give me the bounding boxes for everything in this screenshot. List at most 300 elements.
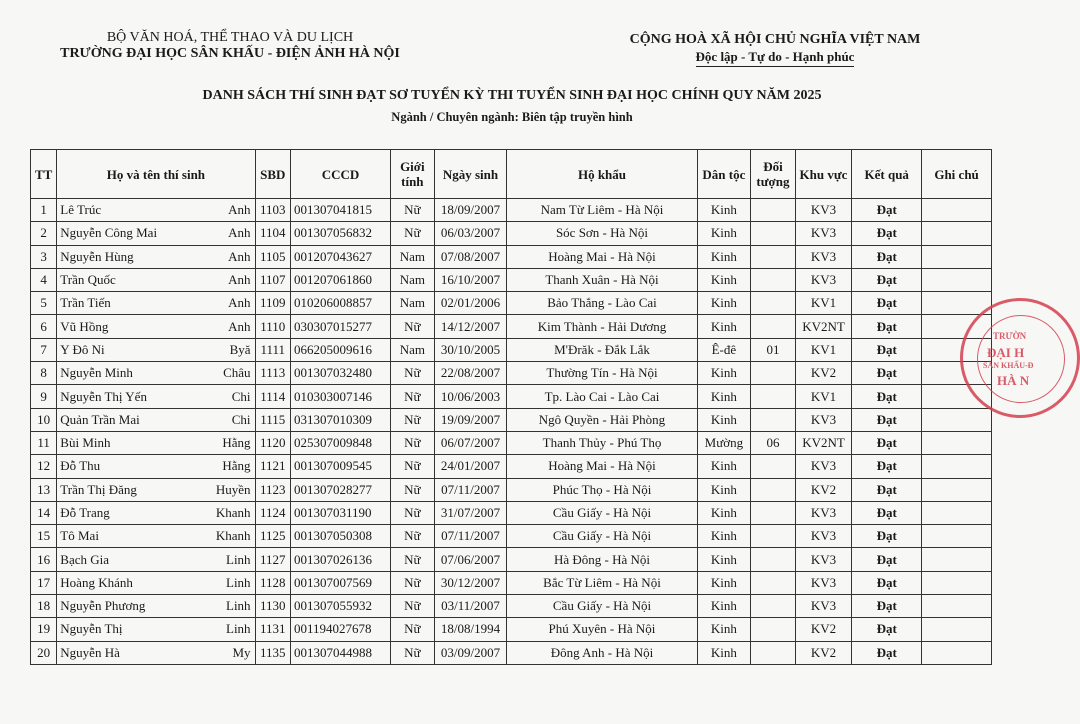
cell-gender: Nữ <box>391 455 434 478</box>
table-row <box>31 199 992 222</box>
cell-gender: Nữ <box>391 595 434 618</box>
cell-priority <box>751 385 796 408</box>
cell-gender: Nữ <box>391 548 434 571</box>
cell-cccd: 001194027678 <box>290 618 390 641</box>
cell-address: Thường Tín - Hà Nội <box>507 362 697 385</box>
first-name: Huyền <box>215 481 251 497</box>
last-name: Nguyễn Phương <box>60 598 146 614</box>
cell-dob: 19/09/2007 <box>434 408 507 431</box>
cell-name <box>57 595 255 618</box>
cell-ethnic: Kinh <box>697 455 751 478</box>
cell-sbd: 1115 <box>255 408 290 431</box>
cell-note <box>922 431 992 454</box>
cell-cccd: 001307032480 <box>290 362 390 385</box>
cell-gender: Nữ <box>391 641 434 664</box>
cell-cccd: 001207043627 <box>290 245 390 268</box>
cell-dob: 06/03/2007 <box>434 222 507 245</box>
cell-cccd: 001307028277 <box>290 478 390 501</box>
cell-cccd: 001307026136 <box>290 548 390 571</box>
cell-note <box>922 478 992 501</box>
cell-dob: 18/09/2007 <box>434 199 507 222</box>
last-name: Đỗ Thu <box>60 458 101 474</box>
cell-name <box>57 222 255 245</box>
cell-address: Nam Từ Liêm - Hà Nội <box>507 199 697 222</box>
cell-region: KV3 <box>795 408 852 431</box>
cell-gender: Nữ <box>391 385 434 408</box>
cell-gender: Nam <box>391 292 434 315</box>
cell-address: Tp. Lào Cai - Lào Cai <box>507 385 697 408</box>
cell-dob: 10/06/2003 <box>434 385 507 408</box>
cell-dob: 30/10/2005 <box>434 338 507 361</box>
first-name: Hằng <box>222 458 251 474</box>
cell-priority <box>751 548 796 571</box>
cell-result: Đạt <box>852 595 922 618</box>
cell-gender: Nữ <box>391 571 434 594</box>
cell-note <box>922 525 992 548</box>
cell-tt: 1 <box>31 199 57 222</box>
cell-name <box>57 408 255 431</box>
first-name: Anh <box>228 225 251 241</box>
last-name: Trần Thị Đăng <box>60 481 137 497</box>
cell-address: Cầu Giấy - Hà Nội <box>507 525 697 548</box>
cell-ethnic: Kinh <box>697 525 751 548</box>
table-row <box>31 385 992 408</box>
cell-gender: Nữ <box>391 222 434 245</box>
university-name: TRƯỜNG ĐẠI HỌC SÂN KHẤU - ĐIỆN ẢNH HÀ NỘI <box>60 46 400 61</box>
cell-sbd: 1128 <box>255 571 290 594</box>
cell-cccd: 025307009848 <box>290 431 390 454</box>
candidate-table <box>30 149 992 665</box>
first-name: Châu <box>223 365 251 381</box>
cell-ethnic: Ê-đê <box>697 338 751 361</box>
cell-result: Đạt <box>852 292 922 315</box>
first-name: Anh <box>228 248 251 264</box>
cell-tt: 12 <box>31 455 57 478</box>
cell-gender: Nữ <box>391 478 434 501</box>
cell-priority <box>751 455 796 478</box>
cell-result: Đạt <box>852 315 922 338</box>
cell-gender: Nữ <box>391 618 434 641</box>
cell-result: Đạt <box>852 199 922 222</box>
cell-address: Hà Đông - Hà Nội <box>507 548 697 571</box>
col-header-priority: Đối tượng <box>751 150 796 199</box>
table-row <box>31 455 992 478</box>
cell-note <box>922 548 992 571</box>
cell-address: Kim Thành - Hải Dương <box>507 315 697 338</box>
first-name: Chi <box>231 411 251 427</box>
cell-dob: 07/08/2007 <box>434 245 507 268</box>
cell-sbd: 1113 <box>255 362 290 385</box>
cell-tt: 11 <box>31 431 57 454</box>
cell-dob: 07/11/2007 <box>434 478 507 501</box>
cell-region: KV3 <box>795 222 852 245</box>
cell-priority <box>751 525 796 548</box>
cell-tt: 2 <box>31 222 57 245</box>
cell-ethnic: Kinh <box>697 595 751 618</box>
cell-result: Đạt <box>852 501 922 524</box>
cell-address: Sóc Sơn - Hà Nội <box>507 222 697 245</box>
cell-tt: 18 <box>31 595 57 618</box>
country-name: CỘNG HOÀ XÃ HỘI CHỦ NGHĨA VIỆT NAM <box>629 32 921 47</box>
table-row <box>31 618 992 641</box>
cell-dob: 22/08/2007 <box>434 362 507 385</box>
cell-name <box>57 362 255 385</box>
cell-priority <box>751 292 796 315</box>
cell-priority <box>751 362 796 385</box>
cell-result: Đạt <box>852 525 922 548</box>
cell-address: Phúc Thọ - Hà Nội <box>507 478 697 501</box>
cell-note <box>922 408 992 431</box>
cell-ethnic: Kinh <box>697 245 751 268</box>
cell-region: KV3 <box>795 571 852 594</box>
cell-cccd: 001307056832 <box>290 222 390 245</box>
seal-text-3: SÂN KHẤU-Đ <box>983 361 1034 370</box>
col-header-name: Họ và tên thí sinh <box>57 150 255 199</box>
cell-result: Đạt <box>852 431 922 454</box>
cell-tt: 10 <box>31 408 57 431</box>
cell-name <box>57 501 255 524</box>
table-body <box>31 199 992 665</box>
last-name: Nguyễn Thị <box>60 621 123 637</box>
col-header-cccd: CCCD <box>290 150 390 199</box>
cell-cccd: 001307044988 <box>290 641 390 664</box>
last-name: Vũ Hồng <box>60 318 109 334</box>
cell-region: KV2 <box>795 478 852 501</box>
cell-name <box>57 641 255 664</box>
col-header-result: Kết quả <box>852 150 922 199</box>
cell-note <box>922 571 992 594</box>
cell-gender: Nữ <box>391 362 434 385</box>
cell-gender: Nữ <box>391 315 434 338</box>
cell-cccd: 001307041815 <box>290 199 390 222</box>
cell-priority <box>751 222 796 245</box>
cell-address: Hoàng Mai - Hà Nội <box>507 245 697 268</box>
cell-ethnic: Kinh <box>697 478 751 501</box>
cell-result: Đạt <box>852 548 922 571</box>
cell-sbd: 1103 <box>255 199 290 222</box>
cell-cccd: 001307055932 <box>290 595 390 618</box>
cell-region: KV3 <box>795 525 852 548</box>
cell-name <box>57 338 255 361</box>
cell-address: Thanh Thủy - Phú Thọ <box>507 431 697 454</box>
cell-result: Đạt <box>852 618 922 641</box>
cell-sbd: 1131 <box>255 618 290 641</box>
cell-cccd: 001307031190 <box>290 501 390 524</box>
cell-region: KV1 <box>795 338 852 361</box>
cell-address: Hoàng Mai - Hà Nội <box>507 455 697 478</box>
cell-name <box>57 245 255 268</box>
cell-tt: 13 <box>31 478 57 501</box>
cell-cccd: 001307009545 <box>290 455 390 478</box>
cell-tt: 14 <box>31 501 57 524</box>
cell-ethnic: Kinh <box>697 268 751 291</box>
cell-tt: 17 <box>31 571 57 594</box>
table-row <box>31 595 992 618</box>
cell-note <box>922 222 992 245</box>
cell-ethnic: Kinh <box>697 222 751 245</box>
last-name: Y Đô Ni <box>60 341 105 357</box>
table-row <box>31 641 992 664</box>
first-name: Khanh <box>215 505 251 520</box>
cell-ethnic: Kinh <box>697 199 751 222</box>
cell-result: Đạt <box>852 571 922 594</box>
cell-ethnic: Kinh <box>697 292 751 315</box>
cell-note <box>922 245 992 268</box>
cell-region: KV3 <box>795 245 852 268</box>
cell-ethnic: Kinh <box>697 641 751 664</box>
ministry-name: BỘ VĂN HOÁ, THỂ THAO VÀ DU LỊCH <box>106 30 354 45</box>
cell-region: KV3 <box>795 268 852 291</box>
cell-cccd: 001307050308 <box>290 525 390 548</box>
cell-gender: Nữ <box>391 525 434 548</box>
cell-name <box>57 618 255 641</box>
cell-tt: 19 <box>31 618 57 641</box>
cell-result: Đạt <box>852 641 922 664</box>
last-name: Nguyễn Hùng <box>60 248 134 264</box>
cell-gender: Nữ <box>391 501 434 524</box>
ministry-header <box>40 30 420 62</box>
cell-cccd: 001307007569 <box>290 571 390 594</box>
col-header-address: Hộ khẩu <box>507 150 697 199</box>
last-name: Trần Quốc <box>60 272 116 288</box>
cell-result: Đạt <box>852 385 922 408</box>
cell-sbd: 1123 <box>255 478 290 501</box>
cell-tt: 8 <box>31 362 57 385</box>
cell-note <box>922 595 992 618</box>
seal-text-2: ĐẠI H <box>987 345 1025 360</box>
cell-region: KV3 <box>795 455 852 478</box>
cell-gender: Nam <box>391 245 434 268</box>
table-row <box>31 362 992 385</box>
cell-name <box>57 315 255 338</box>
cell-note <box>922 618 992 641</box>
cell-result: Đạt <box>852 268 922 291</box>
table-row <box>31 338 992 361</box>
cell-sbd: 1120 <box>255 431 290 454</box>
cell-dob: 31/07/2007 <box>434 501 507 524</box>
cell-sbd: 1107 <box>255 268 290 291</box>
cell-region: KV1 <box>795 385 852 408</box>
cell-priority <box>751 268 796 291</box>
col-header-dob: Ngày sinh <box>434 150 507 199</box>
cell-note <box>922 641 992 664</box>
cell-address: Bắc Từ Liêm - Hà Nội <box>507 571 697 594</box>
cell-dob: 06/07/2007 <box>434 431 507 454</box>
first-name: Linh <box>226 551 251 567</box>
seal-text-1: TRƯỜN <box>993 331 1027 341</box>
first-name: Anh <box>228 295 251 311</box>
document-title: DANH SÁCH THÍ SINH ĐẠT SƠ TUYỂN KỲ THI TUYỂN SINH ĐẠI HỌC CHÍNH QUY NĂM 2025 <box>202 88 822 103</box>
cell-gender: Nữ <box>391 408 434 431</box>
cell-dob: 07/11/2007 <box>434 525 507 548</box>
cell-name <box>57 268 255 291</box>
cell-sbd: 1130 <box>255 595 290 618</box>
cell-sbd: 1114 <box>255 385 290 408</box>
cell-priority <box>751 618 796 641</box>
cell-ethnic: Kinh <box>697 408 751 431</box>
cell-region: KV3 <box>795 199 852 222</box>
table-header-row <box>31 150 992 199</box>
last-name: Đỗ Trang <box>60 505 110 520</box>
last-name: Nguyễn Thị Yến <box>60 388 147 404</box>
first-name: Anh <box>228 202 251 218</box>
last-name: Lê Trúc <box>60 202 102 218</box>
cell-name <box>57 455 255 478</box>
table-row <box>31 548 992 571</box>
cell-address: Bảo Thắng - Lào Cai <box>507 292 697 315</box>
cell-gender: Nam <box>391 338 434 361</box>
last-name: Nguyễn Minh <box>60 365 133 381</box>
last-name: Tô Mai <box>60 528 99 544</box>
cell-result: Đạt <box>852 222 922 245</box>
cell-sbd: 1105 <box>255 245 290 268</box>
cell-sbd: 1125 <box>255 525 290 548</box>
table-row <box>31 571 992 594</box>
table-row <box>31 525 992 548</box>
cell-address: Thanh Xuân - Hà Nội <box>507 268 697 291</box>
cell-region: KV2 <box>795 641 852 664</box>
last-name: Bạch Gia <box>60 551 110 567</box>
cell-priority <box>751 199 796 222</box>
cell-ethnic: Mường <box>697 431 751 454</box>
first-name: Anh <box>228 318 251 334</box>
col-header-region: Khu vực <box>795 150 852 199</box>
cell-ethnic: Kinh <box>697 571 751 594</box>
cell-priority <box>751 315 796 338</box>
cell-dob: 02/01/2006 <box>434 292 507 315</box>
cell-result: Đạt <box>852 338 922 361</box>
cell-region: KV2NT <box>795 431 852 454</box>
table-row <box>31 408 992 431</box>
cell-tt: 5 <box>31 292 57 315</box>
cell-ethnic: Kinh <box>697 315 751 338</box>
col-header-gender: Giới tính <box>391 150 434 199</box>
cell-dob: 18/08/1994 <box>434 618 507 641</box>
cell-sbd: 1135 <box>255 641 290 664</box>
cell-name <box>57 431 255 454</box>
cell-cccd: 010303007146 <box>290 385 390 408</box>
cell-tt: 4 <box>31 268 57 291</box>
seal-text-4: HÀ N <box>997 373 1030 388</box>
cell-address: Cầu Giấy - Hà Nội <box>507 501 697 524</box>
first-name: Linh <box>226 574 251 590</box>
cell-priority: 01 <box>751 338 796 361</box>
cell-region: KV2 <box>795 618 852 641</box>
cell-address: Đông Anh - Hà Nội <box>507 641 697 664</box>
cell-dob: 07/06/2007 <box>434 548 507 571</box>
cell-address: M'Đrăk - Đắk Lắk <box>507 338 697 361</box>
cell-cccd: 001207061860 <box>290 268 390 291</box>
cell-gender: Nữ <box>391 431 434 454</box>
first-name: Chi <box>231 388 251 404</box>
cell-ethnic: Kinh <box>697 501 751 524</box>
cell-gender: Nữ <box>391 199 434 222</box>
cell-cccd: 066205009616 <box>290 338 390 361</box>
cell-region: KV2 <box>795 362 852 385</box>
cell-dob: 14/12/2007 <box>434 315 507 338</box>
cell-priority <box>751 408 796 431</box>
cell-name <box>57 292 255 315</box>
table-row <box>31 478 992 501</box>
cell-name <box>57 548 255 571</box>
cell-region: KV1 <box>795 292 852 315</box>
cell-result: Đạt <box>852 478 922 501</box>
first-name: Hằng <box>222 435 251 451</box>
cell-result: Đạt <box>852 245 922 268</box>
cell-address: Phú Xuyên - Hà Nội <box>507 618 697 641</box>
table-row <box>31 431 992 454</box>
cell-ethnic: Kinh <box>697 618 751 641</box>
cell-address: Cầu Giấy - Hà Nội <box>507 595 697 618</box>
cell-tt: 6 <box>31 315 57 338</box>
last-name: Trần Tiến <box>60 295 111 311</box>
cell-tt: 3 <box>31 245 57 268</box>
cell-region: KV3 <box>795 548 852 571</box>
col-header-ethnic: Dân tộc <box>697 150 751 199</box>
cell-region: KV3 <box>795 501 852 524</box>
col-header-tt: TT <box>31 150 57 199</box>
cell-name <box>57 571 255 594</box>
national-motto: Độc lập - Tự do - Hạnh phúc <box>696 49 855 67</box>
cell-name <box>57 478 255 501</box>
first-name: My <box>232 644 251 660</box>
cell-dob: 30/12/2007 <box>434 571 507 594</box>
official-seal <box>960 298 1080 418</box>
cell-name <box>57 385 255 408</box>
cell-sbd: 1121 <box>255 455 290 478</box>
cell-dob: 03/09/2007 <box>434 641 507 664</box>
last-name: Nguyễn Hà <box>60 644 120 660</box>
cell-sbd: 1111 <box>255 338 290 361</box>
cell-tt: 20 <box>31 641 57 664</box>
cell-cccd: 031307010309 <box>290 408 390 431</box>
national-header <box>610 32 940 67</box>
cell-sbd: 1104 <box>255 222 290 245</box>
first-name: Byă <box>229 341 251 357</box>
table-row <box>31 268 992 291</box>
cell-region: KV2NT <box>795 315 852 338</box>
cell-note <box>922 501 992 524</box>
cell-sbd: 1109 <box>255 292 290 315</box>
cell-name <box>57 525 255 548</box>
cell-tt: 16 <box>31 548 57 571</box>
document-subtitle: Ngành / Chuyên ngành: Biên tập truyền hình <box>391 110 633 124</box>
last-name: Bùi Minh <box>60 435 111 451</box>
cell-ethnic: Kinh <box>697 362 751 385</box>
table-row <box>31 222 992 245</box>
cell-dob: 16/10/2007 <box>434 268 507 291</box>
col-header-note: Ghi chú <box>922 150 992 199</box>
cell-gender: Nam <box>391 268 434 291</box>
cell-priority: 06 <box>751 431 796 454</box>
cell-tt: 15 <box>31 525 57 548</box>
last-name: Hoàng Khánh <box>60 574 133 590</box>
cell-priority <box>751 571 796 594</box>
first-name: Khanh <box>215 528 251 544</box>
cell-priority <box>751 595 796 618</box>
cell-priority <box>751 245 796 268</box>
cell-priority <box>751 641 796 664</box>
cell-name <box>57 199 255 222</box>
last-name: Quản Trần Mai <box>60 411 140 427</box>
table-row <box>31 245 992 268</box>
cell-tt: 9 <box>31 385 57 408</box>
cell-address: Ngô Quyền - Hải Phòng <box>507 408 697 431</box>
table-row <box>31 315 992 338</box>
cell-cccd: 010206008857 <box>290 292 390 315</box>
cell-sbd: 1110 <box>255 315 290 338</box>
cell-ethnic: Kinh <box>697 548 751 571</box>
